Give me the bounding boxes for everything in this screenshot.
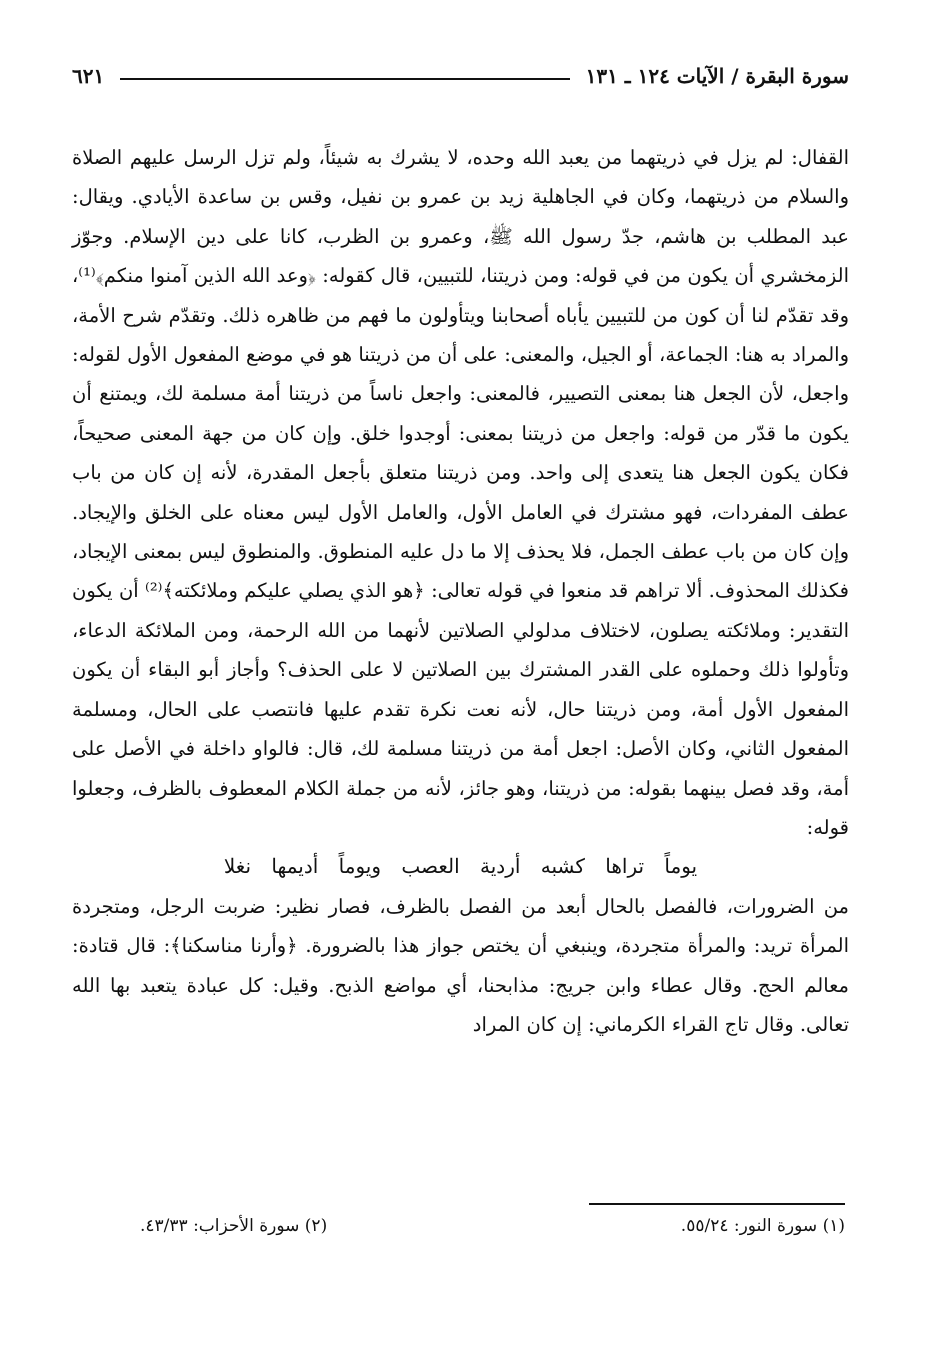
running-header [72, 58, 849, 94]
paragraph-1: القفال: لم يزل في ذريتهما من يعبد الله وحده، لا يشرك به شيئاً، ولم تزل الرسل عليهم الصلاة والسلام من ذريتهما، وكان في الجاهلية زيد بن عمرو بن نفيل، وقس بن ساعدة الأيادي. ويقال: عبد المطلب بن هاشم، جدّ رسول الله ﷺ، وعمرو بن الظرب، كانا على دين الإسلام. وجوّز الزمخشري أن يكون من في قوله: ومن ذريتنا، للتبيين، قال كقوله: ﴿وعد الله الذين آمنوا منكم﴾⁽¹⁾، وقد تقدّم لنا أن كون من للتبيين يأباه أصحابنا ويتأولون ما فهم من ظاهره ذلك. وتقدّم شرح الأمة، والمراد به هنا: الجماعة، أو الجيل، والمعنى: على أن من ذريتنا هو في موضع المفعول الأول لقوله: واجعل، لأن الجعل هنا بمعنى التصيير، فالمعنى: واجعل ناساً من ذريتنا أمة مسلمة لك، ويمتنع أن يكون ما قدّر من قوله: واجعل من ذريتنا بمعنى: أوجدوا خلق. وإن كان من جهة المعنى صحيحاً، فكان يكون الجعل هنا يتعدى إلى واحد. ومن ذريتنا متعلق بأجعل المقدرة، لأنه إن كان من باب عطف المفردات، فهو مشترك في العامل الأول، والعامل الأول ليس معناه على الخلق والإيجاد. وإن كان من باب عطف الجمل، فلا يحذف إلا ما دل عليه المنطوق. والمنطوق ليس بمعنى الإيجاد، فكذلك المحذوف. ألا تراهم قد منعوا في قوله تعالى: ﴿هو الذي يصلي عليكم وملائكته﴾⁽²⁾ أن يكون التقدير: وملائكته يصلون، لاختلاف مدلولي الصلاتين لأنهما من الله الرحمة، ومن الملائكة الدعاء، وتأولوا ذلك وحملوه على القدر المشترك بين الصلاتين لا على الحذف؟ وأجاز أبو البقاء أن يكون المفعول الأول أمة، ومن ذريتنا حال، لأنه نعت نكرة تقدم عليها فانتصب على الحال، ومسلمة المفعول الثاني، وكان الأصل: اجعل أمة من ذريتنا مسلمة لك، قال: فالواو داخلة في الأصل على أمة، وقد فصل بينهما بقوله: من ذريتنا، وهو جائز، لأنه من جملة الكلام المعطوف بالظرف، وجعلوا قوله: [72, 146, 849, 839]
paragraph-2: من الضرورات، فالفصل بالحال أبعد من الفصل بالظرف، فصار نظير: ضربت الرجل، ومتجردة المرأة تريد: والمرأة متجردة، وينبغي أن يختص جواز هذا بالضرورة. ﴿وأرنا مناسكنا﴾: قال قتادة: معالم الحج. وقال عطاء وابن جريج: مذابحنا، أي مواضع الذبح. وقيل: كل عبادة يتعبد بها الله تعالى. وقال تاج القراء الكرماني: إن كان المراد [72, 894, 849, 1036]
header-title: سورة البقرة / الآيات ١٢٤ ـ ١٣١ [585, 64, 849, 88]
footnote-2: (٢) سورة الأحزاب: ٤٣/٣٣. [140, 1216, 328, 1236]
page-number: ٦٢١ [72, 64, 105, 88]
main-text [72, 138, 849, 1044]
footnotes [140, 1216, 845, 1236]
header-divider [120, 78, 569, 80]
footnote-1: (١) سورة النور: ٥٥/٢٤. [680, 1216, 845, 1236]
footnote-divider [589, 1203, 845, 1205]
poetry-verse: يوماً تراها كشبه أردية العصب ويوماً أديمها نغلا [223, 854, 698, 879]
